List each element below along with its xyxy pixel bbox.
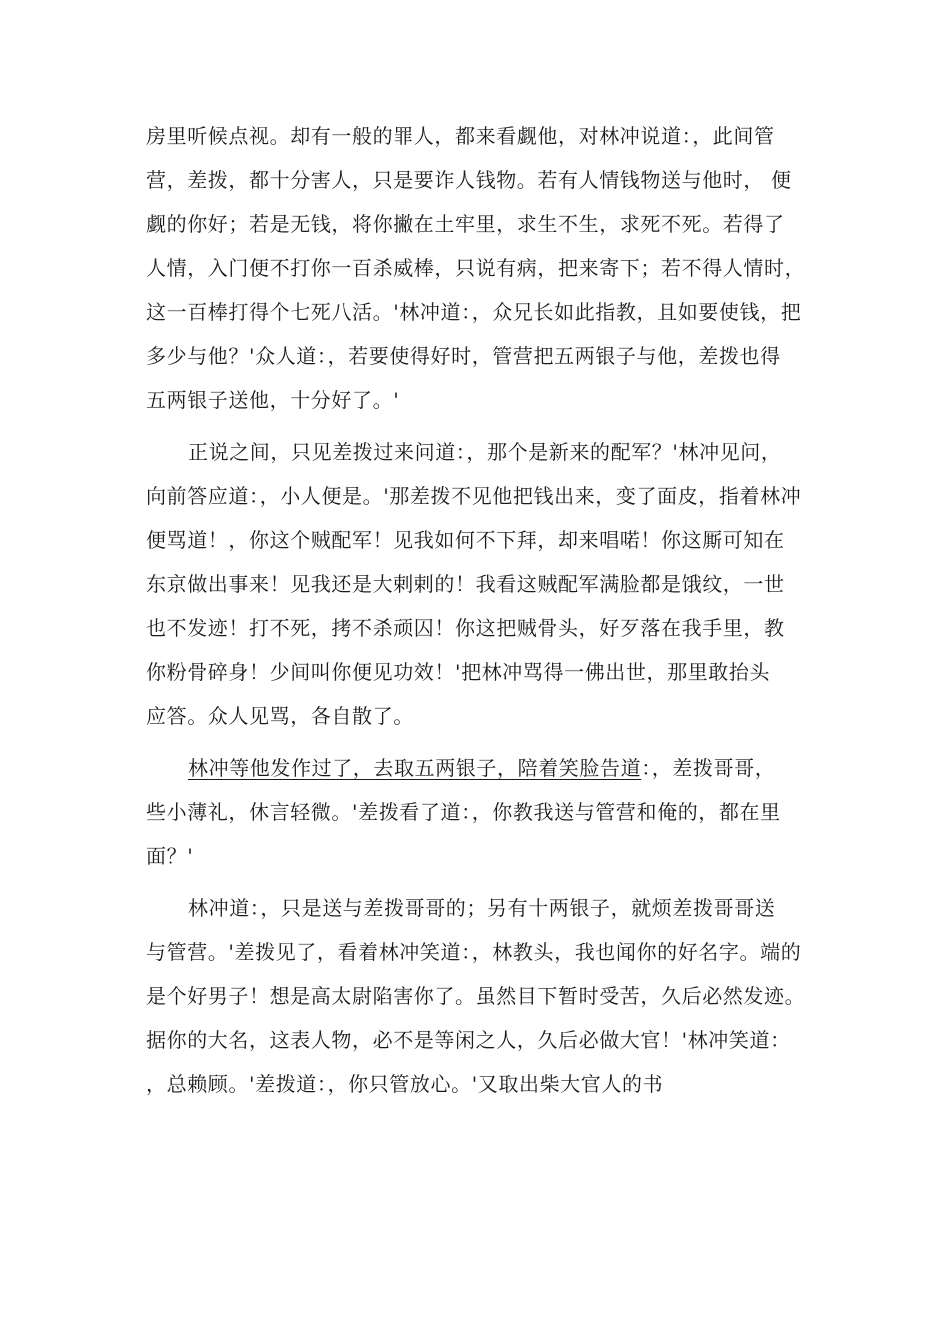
- paragraph-2: [146, 430, 816, 738]
- text-line: 觑的你好；若是无钱，将你撇在土牢里，求生不生，求死不死。若得了: [146, 212, 785, 236]
- text-line: 据你的大名，这表人物，必不是等闲之人，久后必做大官！'林冲笑道：: [146, 1028, 791, 1052]
- text-line: 这一百棒打得个七死八活。'林冲道：，众兄长如此指教，且如要使钱，把: [146, 300, 802, 324]
- text-line: 向前答应道：，小人便是。'那差拨不见他把钱出来，变了面皮，指着林冲: [146, 484, 802, 508]
- paragraph-1: [146, 114, 816, 422]
- text-line: ，总赖顾。'差拨道：，你只管放心。'又取出柴大官人的书: [146, 1072, 664, 1096]
- text-line: 五两银子送他，十分好了。': [146, 388, 400, 412]
- text-line: 林冲道：，只是送与差拨哥哥的；另有十两银子，就烦差拨哥哥送: [188, 896, 776, 920]
- text-line: 正说之间，只见差拨过来问道：，那个是新来的配军？'林冲见问，: [188, 440, 782, 464]
- text-line: 东京做出事来！见我还是大剌剌的！我看这贼配军满脸都是饿纹，一世: [146, 572, 785, 596]
- underlined-text: 林冲等他发作过了，去取五两银子，陪着笑脸告道: [188, 756, 642, 780]
- paragraph-3: [146, 746, 816, 878]
- text-line: 营，差拨，都十分害人，只是要诈人钱物。若有人情钱物送与他时， 便: [146, 168, 792, 192]
- text-line: [146, 746, 816, 790]
- paragraph-4: [146, 886, 816, 1106]
- text-segment: ：，差拨哥哥，: [641, 756, 776, 780]
- text-line: 些小薄礼，休言轻微。'差拨看了道：，你教我送与管营和俺的，都在里: [146, 800, 781, 824]
- text-line: 多少与他？'众人道：，若要使得好时，管营把五两银子与他，差拨也得: [146, 344, 781, 368]
- text-line: 也不发迹！打不死，拷不杀顽囚！你这把贼骨头，好歹落在我手里，教: [146, 616, 785, 640]
- body-text: [146, 114, 816, 1114]
- text-line: 应答。众人见骂，各自散了。: [146, 704, 414, 728]
- text-line: 便骂道！，你这个贼配军！见我如何不下拜，却来唱喏！你这厮可知在: [146, 528, 785, 552]
- text-line: 是个好男子！想是高太尉陷害你了。虽然目下暂时受苦，久后必然发迹。: [146, 984, 806, 1008]
- text-line: 人情，入门便不打你一百杀威棒，只说有病，把来寄下；若不得人情时，: [146, 256, 806, 280]
- text-line: 房里听候点视。却有一般的罪人，都来看觑他，对林冲说道：，此间管: [146, 124, 775, 148]
- text-line: 与管营。'差拨见了，看着林冲笑道：，林教头，我也闻你的好名字。端的: [146, 940, 802, 964]
- text-line: 你粉骨碎身！少间叫你便见功效！'把林冲骂得一佛出世，那里敢抬头: [146, 660, 771, 684]
- text-line: 面？': [146, 844, 194, 868]
